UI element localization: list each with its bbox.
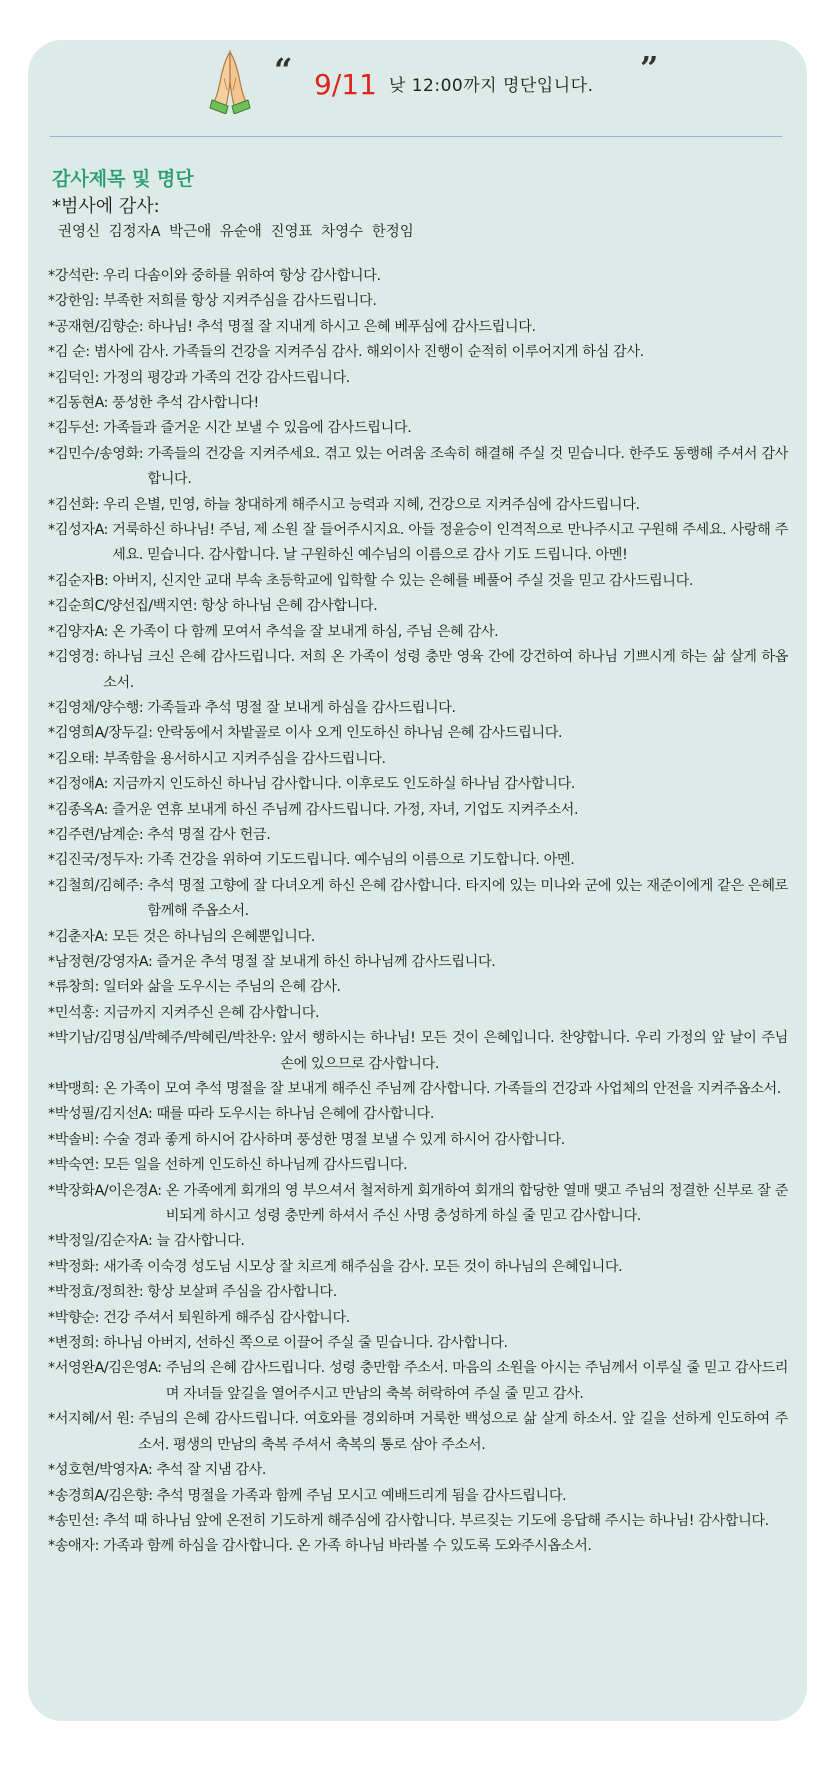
entry-name: *김 순: [48, 344, 90, 361]
entry-name: *박성필/김지선A: [48, 1106, 153, 1123]
entry-name: *김정애A: [48, 776, 109, 793]
entry-text: 온 가족이 모여 추석 명절을 잘 보내게 해주신 주님께 감사합니다. 가족들의 건강과 사업체의 안전을 지켜주옵소서. [103, 1081, 781, 1097]
entry-name: *송민선: [48, 1512, 99, 1529]
entry-name: *김덕인: [48, 369, 99, 386]
thanks-entry [48, 1128, 788, 1153]
thanks-entry [48, 874, 788, 925]
entry-text: 가족 건강을 위하여 기도드립니다. 예수님의 이름으로 기도합니다. 아멘. [147, 852, 575, 869]
entry-text: 아버지, 신지안 교대 부속 초등학교에 입학할 수 있는 은혜를 베풀어 주실 것을 믿고 감사드립니다. [112, 572, 694, 589]
thanks-entry [48, 1255, 788, 1280]
entry-text: 거룩하신 하나님! 주님, 제 소원 잘 들어주시지요. 아들 정윤승이 인격적으로 만나주시고 구원해 주세요. 사랑해 주세요. 믿습니다. 감사합니다. 날 구원하신 예수님의 이름으로 감사 기도 드립니다. 아멘! [112, 522, 788, 564]
thanks-entry [48, 1356, 788, 1407]
thanks-entry [48, 264, 788, 289]
thanks-entry [48, 975, 788, 1000]
entry-text: 추석 명절을 가족과 함께 주님 모시고 예배드리게 됨을 감사드립니다. [156, 1487, 567, 1504]
entry-text: 늘 감사합니다. [156, 1233, 245, 1250]
thanks-entry [48, 1484, 788, 1509]
entry-name: *김종옥A: [48, 801, 109, 818]
entry-text: 범사에 감사. 가족들의 건강을 지켜주심 감사. 해외이사 진행이 순적히 이루어지게 하심 감사. [93, 344, 644, 361]
entry-name: *김영희A/장두길: [48, 725, 153, 742]
thanks-entry [48, 925, 788, 950]
thanks-entry [48, 1534, 788, 1559]
entry-text: 풍성한 추석 감사합니다! [112, 395, 259, 412]
entry-name: *강한임: [48, 293, 99, 310]
entry-name: *남정현/강영자A: [48, 953, 153, 970]
entry-text: 부족함을 용서하시고 지켜주심을 감사드립니다. [103, 750, 386, 767]
entry-name: *송애자: [48, 1538, 99, 1555]
thanks-entry [48, 798, 788, 823]
entry-name: *박정일/김순자A: [48, 1233, 153, 1250]
thanks-entry [48, 315, 788, 340]
entry-name: *강석란: [48, 268, 99, 284]
entry-text: 지금까지 지켜주신 은혜 감사합니다. [103, 1004, 320, 1021]
entry-name: *서지혜/서 원: [48, 1411, 135, 1428]
entry-name: *김양자A: [48, 623, 109, 640]
entry-text: 우리 다솜이와 중하를 위하여 항상 감사합니다. [103, 268, 381, 284]
thanks-entry [48, 1331, 788, 1356]
open-quote: “ [274, 51, 293, 89]
entry-name: *김영채/양수행: [48, 699, 144, 716]
entry-text: 추석 잘 지냄 감사. [156, 1462, 267, 1479]
thanks-entry [48, 1306, 788, 1331]
entry-text: 건강 주셔서 퇴원하게 해주심 감사합니다. [103, 1309, 350, 1326]
thanks-entry [48, 620, 788, 645]
thanks-entry [48, 1509, 788, 1534]
entry-name: *김오태: [48, 750, 99, 767]
entry-text: 가족들과 추석 명절 잘 보내게 하심을 감사드립니다. [147, 699, 456, 716]
entry-name: *김민수/송영화: [48, 445, 144, 462]
thanks-entry [48, 645, 788, 696]
thanks-entry [48, 442, 788, 493]
thanks-entry [48, 289, 788, 314]
entry-text: 하나님 아버지, 선하신 쪽으로 이끌어 주실 줄 믿습니다. 감사합니다. [103, 1335, 508, 1352]
praying-hands-icon [206, 48, 254, 114]
entry-text: 온 가족이 다 함께 모여서 추석을 잘 보내게 하심, 주님 은혜 감사. [112, 623, 499, 640]
thanks-entry [48, 340, 788, 365]
close-quote: ” [640, 49, 659, 87]
thanks-entry [48, 366, 788, 391]
entry-text: 가족과 함께 하심을 감사합니다. 온 가족 하나님 바라볼 수 있도록 도와주시옵소서. [103, 1538, 592, 1555]
entry-name: *민석홍: [48, 1004, 99, 1021]
entry-text: 즐거운 추석 명절 잘 보내게 하신 하나님께 감사드립니다. [156, 953, 496, 970]
deadline-text: 낮 12:00까지 명단입니다. [388, 76, 594, 96]
entry-text: 주님의 은혜 감사드립니다. 성령 충만함 주소서. 마음의 소원을 아시는 주님께서 이루실 줄 믿고 감사드리며 자녀들 앞길을 열어주시고 만남의 축복 허락하여 주실 줄 믿고 감사. [165, 1360, 788, 1402]
entry-text: 가족들과 즐거운 시간 보낼 수 있음에 감사드립니다. [103, 420, 412, 437]
entry-text: 항상 보살펴 주심을 감사합니다. [147, 1284, 337, 1301]
thanks-entry [48, 1153, 788, 1178]
entry-text: 하나님 크신 은혜 감사드립니다. 저희 온 가족이 성령 충만 영육 간에 강건하여 하나님 기쁘시게 하는 삶 살게 하옵소서. [103, 649, 788, 691]
entry-name: *성호현/박영자A: [48, 1462, 153, 1479]
entry-name: *김성자A: [48, 522, 109, 539]
entry-name: *박솔비: [48, 1131, 99, 1148]
entry-name: *박맹희: [48, 1081, 99, 1097]
general-thanks-title: *범사에 감사: [52, 196, 160, 217]
entry-text: 추석 명절 감사 헌금. [147, 826, 271, 843]
entry-text: 온 가족에게 회개의 영 부으셔서 철저하게 회개하여 회개의 합당한 열매 맺고 주님의 정결한 신부로 잘 준비되게 하시고 성령 충만케 하셔서 주신 사명 충성하게 하실 줄 믿고 감사합니다. [165, 1182, 788, 1225]
thanks-entry [48, 1179, 788, 1230]
thanks-entry [48, 1458, 788, 1483]
entry-name: *김주련/남계순: [48, 826, 144, 843]
entry-text: 즐거운 연휴 보내게 하신 주님께 감사드립니다. 가정, 자녀, 기업도 지켜주소서. [112, 801, 579, 818]
thanks-entry [48, 594, 788, 619]
thanks-entry [48, 569, 788, 594]
entry-name: *박장화A/이은경A: [48, 1182, 162, 1199]
entry-name: *김선화: [48, 496, 99, 513]
thanks-entry [48, 391, 788, 416]
entry-name: *김철희/김혜주: [48, 877, 144, 894]
entry-text: 추석 명절 고향에 잘 다녀오게 하신 은혜 감사합니다. 타지에 있는 미나와 군에 있는 재준이에게 같은 은혜로 함께해 주옵소서. [147, 877, 788, 920]
entry-text: 때를 따라 도우시는 하나님 은혜에 감사합니다. [156, 1106, 434, 1123]
entry-name: *박숙연: [48, 1157, 99, 1174]
entry-text: 모든 일을 선하게 인도하신 하나님께 감사드립니다. [103, 1157, 408, 1174]
entry-text: 새가족 이숙경 성도님 시모상 잘 치르게 해주심을 감사. 모든 것이 하나님의 은혜입니다. [103, 1258, 623, 1275]
entry-text: 추석 때 하나님 앞에 온전히 기도하게 해주심에 감사합니다. 부르짖는 기도에 응답해 주시는 하나님! 감사합니다. [103, 1512, 769, 1529]
general-thanks-names: 권영신 김정자A 박근애 유순애 진영표 차영수 한정임 [58, 224, 414, 240]
section-title: 감사제목 및 명단 [52, 168, 194, 190]
entry-text: 가족들의 건강을 지켜주세요. 겪고 있는 어려움 조속히 해결해 주실 것 믿습니다. 한주도 동행해 주셔서 감사합니다. [147, 445, 788, 488]
entry-text: 안락동에서 차밭골로 이사 오게 인도하신 하나님 은혜 감사드립니다. [156, 725, 563, 742]
entry-name: *박정효/정희찬: [48, 1284, 144, 1301]
deadline-date: 9/11 [314, 68, 377, 101]
entry-name: *김춘자A: [48, 928, 109, 945]
thanks-entry [48, 848, 788, 873]
entry-text: 주님의 은혜 감사드립니다. 여호와를 경외하며 거룩한 백성으로 삶 살게 하소서. 앞 길을 선하게 인도하여 주소서. 평생의 만남의 축복 주셔서 축복의 통로 삼아 주소서. [138, 1411, 788, 1453]
entry-name: *박기남/김명심/박혜주/박혜린/박찬우: [48, 1030, 277, 1047]
entry-text: 지금까지 인도하신 하나님 감사합니다. 이후로도 인도하실 하나님 감사합니다. [112, 776, 575, 793]
entry-text: 앞서 행하시는 하나님! 모든 것이 은혜입니다. 찬양합니다. 우리 가정의 앞 날이 주님 손에 있으므로 감사합니다. [280, 1030, 788, 1072]
entry-text: 하나님! 추석 명절 잘 지내게 하시고 은혜 베푸심에 감사드립니다. [147, 318, 536, 335]
entry-name: *김순자B: [48, 572, 109, 589]
entry-text: 부족한 저희를 항상 지켜주심을 감사드립니다. [103, 293, 377, 310]
prayer-card [28, 40, 807, 1721]
card-header [28, 40, 807, 132]
thanks-entry [48, 493, 788, 518]
entry-name: *김두선: [48, 420, 99, 437]
thanks-entry [48, 1001, 788, 1026]
thanks-entry [48, 416, 788, 441]
entry-text: 항상 하나님 은혜 감사합니다. [201, 598, 378, 615]
thanks-entry [48, 696, 788, 721]
entry-text: 모든 것은 하나님의 은혜뿐입니다. [112, 928, 315, 945]
thanks-entry [48, 1102, 788, 1127]
thanks-entry [48, 823, 788, 848]
entry-name: *류창희: [48, 979, 99, 996]
entry-name: *변정희: [48, 1335, 99, 1352]
entry-name: *김영경: [48, 649, 99, 666]
header-divider [50, 136, 782, 137]
entry-name: *김진국/정두자: [48, 852, 144, 869]
thanks-entry [48, 1229, 788, 1254]
entry-name: *박향순: [48, 1309, 99, 1326]
entry-name: *서영완A/김은영A: [48, 1360, 162, 1377]
thanks-entry [48, 772, 788, 797]
thanks-entry [48, 1026, 788, 1077]
entry-name: *김동현A: [48, 395, 109, 412]
thanks-list [48, 264, 788, 1560]
thanks-entry [48, 518, 788, 569]
entry-text: 수술 경과 좋게 하시어 감사하며 풍성한 명절 보낼 수 있게 하시어 감사합니다. [103, 1131, 565, 1148]
thanks-entry [48, 1280, 788, 1305]
entry-text: 가정의 평강과 가족의 건강 감사드립니다. [103, 369, 350, 386]
thanks-entry [48, 1077, 788, 1102]
entry-name: *박정화: [48, 1258, 99, 1275]
thanks-entry [48, 950, 788, 975]
entry-text: 우리 은별, 민영, 하늘 창대하게 해주시고 능력과 지혜, 건강으로 지켜주심에 감사드립니다. [103, 496, 640, 513]
thanks-entry [48, 1407, 788, 1458]
entry-name: *김순희C/양선집/백지연: [48, 598, 198, 615]
entry-name: *공재현/김향순: [48, 318, 144, 335]
entry-text: 일터와 삶을 도우시는 주님의 은혜 감사. [103, 979, 341, 996]
thanks-entry [48, 721, 788, 746]
thanks-entry [48, 747, 788, 772]
entry-name: *송경희A/김은향: [48, 1487, 153, 1504]
deadline-line [314, 68, 593, 101]
